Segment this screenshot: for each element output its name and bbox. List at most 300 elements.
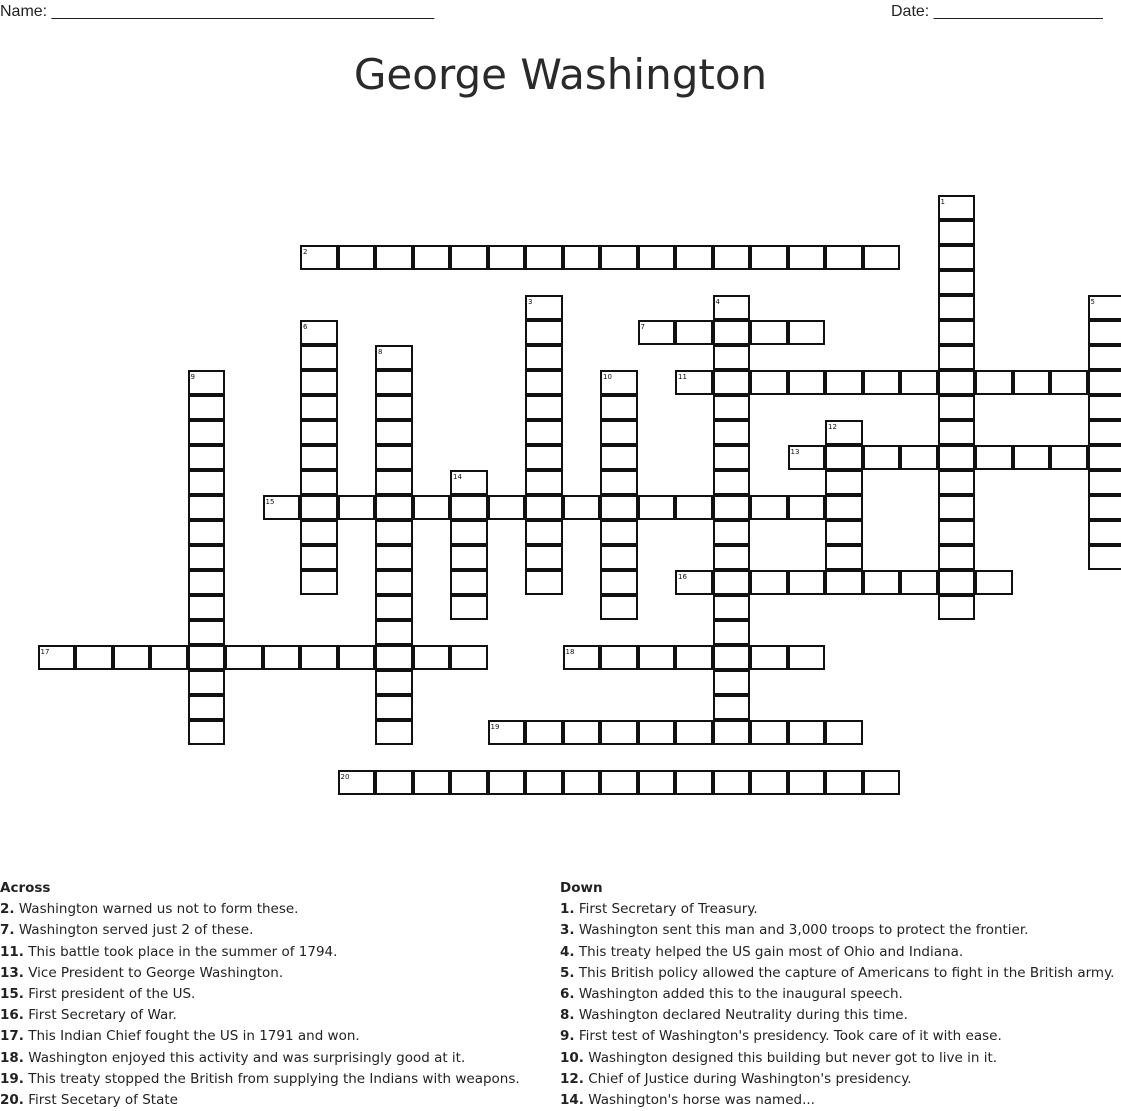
grid-cell[interactable] [413,645,451,670]
grid-cell[interactable] [1088,295,1121,320]
grid-cell[interactable] [188,720,226,745]
grid-cell[interactable] [788,770,826,795]
grid-cell[interactable] [188,670,226,695]
grid-cell[interactable] [375,520,413,545]
grid-cell[interactable] [1088,470,1121,495]
grid-cell[interactable] [600,445,638,470]
grid-cell[interactable] [713,445,751,470]
grid-cell[interactable] [975,570,1013,595]
grid-cell[interactable] [300,445,338,470]
grid-cell[interactable] [713,320,751,345]
grid-cell[interactable] [450,495,488,520]
grid-cell[interactable] [600,495,638,520]
grid-cell[interactable] [825,545,863,570]
grid-cell[interactable] [938,345,976,370]
grid-cell[interactable] [338,645,376,670]
grid-cell[interactable] [825,495,863,520]
grid-cell[interactable] [788,720,826,745]
grid-cell[interactable] [413,495,451,520]
clue-number: 15 [265,498,275,506]
clue-num: 15. [0,986,24,1003]
grid-cell[interactable] [675,370,713,395]
clue-num: 16. [0,1007,24,1024]
grid-cell[interactable] [863,370,901,395]
down-clue [560,1026,1114,1047]
grid-cell[interactable] [713,695,751,720]
grid-cell[interactable] [375,495,413,520]
grid-cell[interactable] [600,570,638,595]
grid-cell[interactable] [900,570,938,595]
down-heading: Down [560,880,603,896]
grid-cell[interactable] [300,645,338,670]
grid-cell[interactable] [675,720,713,745]
grid-cell[interactable] [263,495,301,520]
grid-cell[interactable] [450,470,488,495]
grid-cell[interactable] [713,670,751,695]
clue-text: Chief of Justice during Washington's presidency. [583,1070,912,1087]
grid-cell[interactable] [675,245,713,270]
grid-cell[interactable] [675,495,713,520]
across-clue [0,1090,520,1111]
grid-cell[interactable] [1088,445,1121,470]
grid-cell[interactable] [600,770,638,795]
grid-cell[interactable] [900,370,938,395]
grid-cell[interactable] [525,545,563,570]
grid-cell[interactable] [525,420,563,445]
clue-number: 3 [528,298,533,306]
grid-cell[interactable] [1013,370,1051,395]
grid-cell[interactable] [863,770,901,795]
grid-cell[interactable] [638,720,676,745]
grid-cell[interactable] [938,270,976,295]
grid-cell[interactable] [375,445,413,470]
grid-cell[interactable] [938,320,976,345]
clue-text: Washington sent this man and 3,000 troops to protect the frontier. [574,922,1029,939]
clue-number: 18 [565,648,575,656]
grid-cell[interactable] [525,345,563,370]
across-clue [0,963,520,984]
clue-num: 8. [560,1007,575,1024]
grid-cell[interactable] [938,445,976,470]
grid-cell[interactable] [938,195,976,220]
grid-cell[interactable] [563,495,601,520]
grid-cell[interactable] [375,720,413,745]
clue-number: 14 [453,473,462,481]
grid-cell[interactable] [750,245,788,270]
grid-cell[interactable] [825,370,863,395]
grid-cell[interactable] [750,645,788,670]
grid-cell[interactable] [188,445,226,470]
grid-cell[interactable] [300,520,338,545]
grid-cell[interactable] [675,645,713,670]
grid-cell[interactable] [825,445,863,470]
grid-cell[interactable] [488,495,526,520]
grid-cell[interactable] [1088,495,1121,520]
grid-cell[interactable] [713,245,751,270]
grid-cell[interactable] [375,345,413,370]
grid-cell[interactable] [300,470,338,495]
grid-cell[interactable] [938,545,976,570]
grid-cell[interactable] [450,770,488,795]
grid-cell[interactable] [638,770,676,795]
grid-cell[interactable] [413,770,451,795]
grid-cell[interactable] [638,245,676,270]
name-field[interactable]: Name: ___________________________________________ [0,3,435,20]
clue-text: Washington designed this building but never got to live in it. [583,1049,998,1066]
grid-cell[interactable] [450,245,488,270]
grid-cell[interactable] [563,245,601,270]
clue-num: 7. [0,922,15,939]
grid-cell[interactable] [413,245,451,270]
clue-text: Washington enjoyed this activity and was surprisingly good at it. [23,1049,466,1066]
grid-cell[interactable] [450,595,488,620]
grid-cell[interactable] [975,370,1013,395]
grid-cell[interactable] [1050,445,1088,470]
grid-cell[interactable] [375,470,413,495]
across-clue-list [0,899,520,1111]
grid-cell[interactable] [525,295,563,320]
clue-num: 10. [560,1049,584,1066]
grid-cell[interactable] [38,645,76,670]
grid-cell[interactable] [188,570,226,595]
grid-cell[interactable] [1088,345,1121,370]
grid-cell[interactable] [825,770,863,795]
clue-number: 2 [303,248,308,256]
grid-cell[interactable] [375,620,413,645]
clue-text: This treaty stopped the British from supplying the Indians with weapons. [23,1070,520,1087]
grid-cell[interactable] [938,595,976,620]
grid-cell[interactable] [188,620,226,645]
grid-cell[interactable] [713,345,751,370]
grid-cell[interactable] [300,570,338,595]
grid-cell[interactable] [300,245,338,270]
grid-cell[interactable] [188,520,226,545]
grid-cell[interactable] [450,570,488,595]
grid-cell[interactable] [638,495,676,520]
grid-cell[interactable] [375,645,413,670]
clue-num: 2. [0,901,15,918]
grid-cell[interactable] [563,770,601,795]
clue-num: 6. [560,986,575,1003]
clue-text: First Secretary of Treasury. [574,901,758,918]
date-field[interactable]: Date: ___________________ [891,3,1103,20]
grid-cell[interactable] [675,770,713,795]
grid-cell[interactable] [750,770,788,795]
grid-cell[interactable] [638,320,676,345]
grid-cell[interactable] [713,720,751,745]
grid-cell[interactable] [1088,320,1121,345]
grid-cell[interactable] [750,495,788,520]
across-clue [0,942,520,963]
clue-text: First Secretary of War. [23,1007,177,1024]
grid-cell[interactable] [488,770,526,795]
down-clue [560,1005,1114,1026]
grid-cell[interactable] [188,395,226,420]
clue-num: 14. [560,1092,584,1109]
grid-cell[interactable] [938,395,976,420]
across-clue [0,899,520,920]
clue-text: This battle took place in the summer of 1794. [23,943,338,960]
grid-cell[interactable] [300,345,338,370]
grid-cell[interactable] [938,220,976,245]
grid-cell[interactable] [638,645,676,670]
grid-cell[interactable] [188,420,226,445]
grid-cell[interactable] [938,470,976,495]
grid-cell[interactable] [263,645,301,670]
grid-cell[interactable] [713,595,751,620]
grid-cell[interactable] [750,320,788,345]
grid-cell[interactable] [375,595,413,620]
grid-cell[interactable] [525,395,563,420]
clue-text: Washington served just 2 of these. [14,922,254,939]
grid-cell[interactable] [525,770,563,795]
grid-cell[interactable] [300,395,338,420]
clue-text: Washington added this to the inaugural speech. [574,986,903,1003]
grid-cell[interactable] [600,395,638,420]
clue-number: 6 [303,323,308,331]
grid-cell[interactable] [1050,370,1088,395]
grid-cell[interactable] [713,470,751,495]
grid-cell[interactable] [300,545,338,570]
grid-cell[interactable] [525,495,563,520]
grid-cell[interactable] [938,295,976,320]
down-clue [560,963,1114,984]
clue-text: First test of Washington's presidency. Took care of it with ease. [574,1028,1002,1045]
grid-cell[interactable] [375,420,413,445]
grid-cell[interactable] [600,370,638,395]
grid-cell[interactable] [600,720,638,745]
grid-cell[interactable] [863,245,901,270]
clue-text: Vice President to George Washington. [23,964,284,981]
grid-cell[interactable] [863,570,901,595]
grid-cell[interactable] [600,470,638,495]
grid-cell[interactable] [938,370,976,395]
page-title: George Washington [353,50,768,99]
grid-cell[interactable] [1088,420,1121,445]
grid-cell[interactable] [750,570,788,595]
grid-cell[interactable] [825,520,863,545]
grid-cell[interactable] [713,420,751,445]
grid-cell[interactable] [938,570,976,595]
clue-number: 11 [678,373,687,381]
across-clue [0,1069,520,1090]
grid-cell[interactable] [938,520,976,545]
clue-text: First Secetary of State [23,1092,178,1109]
grid-cell[interactable] [713,620,751,645]
grid-cell[interactable] [900,445,938,470]
grid-cell[interactable] [113,645,151,670]
across-clue [0,1026,520,1047]
grid-cell[interactable] [300,495,338,520]
grid-cell[interactable] [525,320,563,345]
grid-cell[interactable] [863,445,901,470]
grid-cell[interactable] [713,770,751,795]
grid-cell[interactable] [750,720,788,745]
grid-cell[interactable] [188,370,226,395]
grid-cell[interactable] [525,520,563,545]
grid-cell[interactable] [450,645,488,670]
clue-num: 3. [560,922,575,939]
grid-cell[interactable] [1013,445,1051,470]
grid-cell[interactable] [713,395,751,420]
grid-cell[interactable] [188,595,226,620]
clue-number: 4 [715,298,720,306]
clue-text: This Indian Chief fought the US in 1791 and won. [23,1028,360,1045]
clue-number: 10 [603,373,612,381]
clue-num: 17. [0,1028,24,1045]
clue-num: 1. [560,901,575,918]
grid-cell[interactable] [300,370,338,395]
clue-number: 8 [378,348,383,356]
grid-cell[interactable] [300,320,338,345]
grid-cell[interactable] [788,320,826,345]
grid-cell[interactable] [788,570,826,595]
grid-cell[interactable] [525,445,563,470]
across-clue [0,1005,520,1026]
grid-cell[interactable] [788,495,826,520]
clue-number: 13 [790,448,800,456]
grid-cell[interactable] [788,645,826,670]
clue-number: 1 [940,198,945,206]
grid-cell[interactable] [488,245,526,270]
grid-cell[interactable] [600,245,638,270]
grid-cell[interactable] [450,545,488,570]
grid-cell[interactable] [713,495,751,520]
grid-cell[interactable] [788,245,826,270]
grid-cell[interactable] [338,245,376,270]
grid-cell[interactable] [825,470,863,495]
grid-cell[interactable] [338,770,376,795]
grid-cell[interactable] [375,545,413,570]
grid-cell[interactable] [600,645,638,670]
grid-cell[interactable] [488,720,526,745]
grid-cell[interactable] [1088,370,1121,395]
clue-text: Washington declared Neutrality during this time. [574,1007,908,1024]
grid-cell[interactable] [600,545,638,570]
grid-cell[interactable] [825,245,863,270]
clue-num: 11. [0,943,24,960]
clue-num: 18. [0,1049,24,1066]
grid-cell[interactable] [375,770,413,795]
grid-cell[interactable] [525,470,563,495]
clue-number: 19 [490,723,500,731]
down-clue [560,1048,1114,1069]
grid-cell[interactable] [1088,520,1121,545]
clue-num: 20. [0,1092,24,1109]
grid-cell[interactable] [338,495,376,520]
grid-cell[interactable] [600,420,638,445]
grid-cell[interactable] [713,295,751,320]
grid-cell[interactable] [450,520,488,545]
down-clue [560,942,1114,963]
across-heading: Across [0,880,51,896]
grid-cell[interactable] [188,545,226,570]
grid-cell[interactable] [938,495,976,520]
clue-text: First president of the US. [23,986,196,1003]
grid-cell[interactable] [525,370,563,395]
grid-cell[interactable] [375,670,413,695]
clue-number: 17 [40,648,50,656]
grid-cell[interactable] [788,370,826,395]
down-clues [560,878,1114,1111]
clue-number: 20 [340,773,350,781]
grid-cell[interactable] [150,645,188,670]
clue-num: 19. [0,1070,24,1087]
grid-cell[interactable] [938,245,976,270]
grid-cell[interactable] [525,720,563,745]
grid-cell[interactable] [525,570,563,595]
grid-cell[interactable] [188,495,226,520]
grid-cell[interactable] [188,695,226,720]
clue-number: 16 [678,573,687,581]
across-clue [0,920,520,941]
grid-cell[interactable] [300,420,338,445]
grid-cell[interactable] [975,445,1013,470]
across-clue [0,1048,520,1069]
grid-cell[interactable] [375,570,413,595]
grid-cell[interactable] [563,645,601,670]
clue-num: 4. [560,943,575,960]
down-clue [560,1069,1114,1090]
down-clue [560,920,1114,941]
grid-cell[interactable] [563,720,601,745]
clue-num: 12. [560,1070,584,1087]
clue-number: 9 [190,373,195,381]
grid-cell[interactable] [1088,545,1121,570]
grid-cell[interactable] [675,320,713,345]
clue-number: 7 [640,323,645,331]
grid-cell[interactable] [75,645,113,670]
clue-num: 5. [560,964,575,981]
grid-cell[interactable] [600,595,638,620]
clue-text: This British policy allowed the capture of Americans to fight in the British army. [574,964,1115,981]
grid-cell[interactable] [825,720,863,745]
grid-cell[interactable] [713,645,751,670]
across-clues [0,878,520,1111]
grid-cell[interactable] [825,570,863,595]
down-clue [560,899,1114,920]
grid-cell[interactable] [788,445,826,470]
grid-cell[interactable] [713,370,751,395]
clue-text: Washington warned us not to form these. [14,901,299,918]
grid-cell[interactable] [713,520,751,545]
grid-cell[interactable] [375,370,413,395]
grid-cell[interactable] [750,370,788,395]
grid-cell[interactable] [525,245,563,270]
grid-cell[interactable] [188,470,226,495]
grid-cell[interactable] [675,570,713,595]
clue-num: 9. [560,1028,575,1045]
grid-cell[interactable] [375,245,413,270]
grid-cell[interactable] [188,645,226,670]
clue-text: This treaty helped the US gain most of Ohio and Indiana. [574,943,964,960]
down-clue [560,984,1114,1005]
grid-cell[interactable] [225,645,263,670]
grid-cell[interactable] [825,420,863,445]
clue-text: Washington's horse was named... [583,1092,815,1109]
grid-cell[interactable] [713,545,751,570]
grid-cell[interactable] [938,420,976,445]
clue-num: 13. [0,964,24,981]
grid-cell[interactable] [600,520,638,545]
grid-cell[interactable] [375,695,413,720]
down-clue [560,1090,1114,1111]
across-clue [0,984,520,1005]
grid-cell[interactable] [713,570,751,595]
grid-cell[interactable] [1088,395,1121,420]
clue-number: 12 [828,423,837,431]
grid-cell[interactable] [375,395,413,420]
